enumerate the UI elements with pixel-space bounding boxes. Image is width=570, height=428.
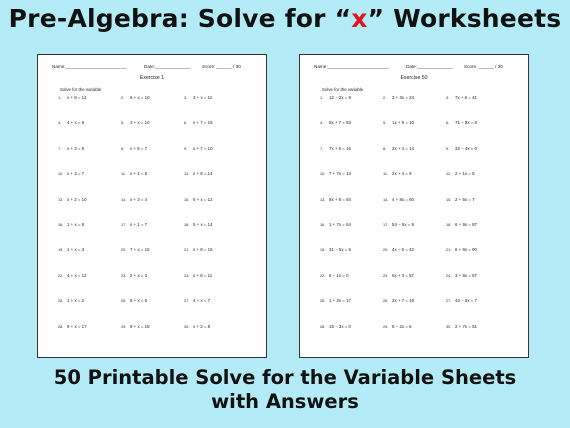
problem-item — [184, 93, 247, 118]
title-prefix: Pre-Algebra: Solve for “ — [8, 4, 352, 33]
problem-item — [121, 118, 184, 143]
problem-number: 8. — [383, 146, 387, 151]
problem-equation: 2 + x = 3 — [130, 272, 148, 278]
problem-item — [446, 245, 509, 270]
problem-item — [121, 271, 184, 296]
problem-item — [184, 144, 247, 169]
problem-item — [383, 169, 446, 194]
problem-equation: x + 2 = 10 — [67, 196, 87, 202]
problem-number: 8. — [121, 146, 125, 151]
problem-equation: x + 1 = 5 — [130, 171, 148, 177]
problem-number: 15. — [446, 197, 452, 202]
problem-item — [446, 271, 509, 296]
problem-equation: 3 + x = 10 — [130, 120, 150, 126]
problem-number: 20. — [383, 248, 389, 253]
problem-equation: 9 + x = 18 — [130, 323, 150, 329]
problem-item — [383, 220, 446, 245]
problem-number: 23. — [121, 273, 127, 278]
problem-equation: x + 2 = 8 — [193, 323, 211, 329]
problem-number: 3. — [184, 96, 188, 100]
problem-number: 1. — [58, 96, 62, 100]
name-field-label: Name:________________________ — [314, 64, 389, 69]
problem-item — [446, 195, 509, 220]
problem-item — [320, 296, 383, 321]
problem-number: 30. — [184, 324, 190, 329]
problem-equation: 8x + 7 = 63 — [329, 120, 351, 126]
problem-number: 3. — [446, 96, 450, 100]
problem-equation: 6 + x = 12 — [193, 196, 213, 202]
problem-item — [320, 271, 383, 296]
problem-grid — [58, 93, 262, 347]
problem-number: 22. — [320, 273, 326, 278]
problem-equation: 6x + 3 = 57 — [392, 272, 414, 278]
problem-equation: x + 1 = 7 — [130, 221, 148, 227]
problem-item — [58, 271, 121, 296]
problem-number: 27. — [184, 299, 190, 304]
problem-number: 4. — [320, 121, 324, 126]
problem-item — [58, 169, 121, 194]
problem-item — [121, 245, 184, 270]
problem-grid — [320, 93, 524, 347]
score-field-label: Score: ______ / 30 — [464, 64, 503, 69]
problem-number: 22. — [58, 273, 64, 278]
problem-number: 10. — [58, 172, 64, 177]
problem-number: 27. — [446, 299, 452, 304]
problem-number: 12. — [446, 172, 452, 177]
problem-number: 17. — [121, 222, 127, 227]
problem-equation: 1x + 9 = 10 — [392, 120, 414, 126]
problem-equation: 9 + x = 17 — [67, 323, 87, 329]
problem-item — [58, 144, 121, 169]
problem-item — [320, 93, 383, 118]
problem-equation: 2x + 7 = 19 — [392, 298, 414, 304]
problem-equation: x + 9 = 14 — [67, 95, 87, 100]
problem-item — [320, 245, 383, 270]
problem-equation: 3 + 8x = 67 — [455, 272, 477, 278]
problem-equation: 6 − 1x = 0 — [329, 272, 349, 278]
problem-number: 18. — [184, 222, 190, 227]
worksheet-header — [314, 64, 522, 72]
problem-number: 2. — [121, 96, 125, 100]
problem-equation: 8 − 2x = 6 — [392, 323, 412, 329]
problem-equation: 7 + x = 15 — [130, 247, 150, 253]
problem-item — [58, 296, 121, 321]
problem-item — [184, 322, 247, 347]
problem-number: 23. — [383, 273, 389, 278]
problem-number: 12. — [184, 172, 190, 177]
problem-number: 19. — [320, 248, 326, 253]
problem-item — [121, 195, 184, 220]
problem-item — [446, 296, 509, 321]
problem-equation: x + 8 = 11 — [193, 272, 213, 278]
problem-equation: 1 + x = 2 — [67, 298, 85, 304]
problem-item — [383, 93, 446, 118]
problem-number: 28. — [320, 324, 326, 329]
title-suffix: ” Worksheets — [367, 4, 562, 33]
problem-equation: 6 + x = 10 — [130, 95, 150, 100]
problem-number: 24. — [446, 273, 452, 278]
problem-number: 10. — [320, 172, 326, 177]
problem-number: 16. — [58, 222, 64, 227]
problem-equation: x + 8 = 15 — [193, 247, 213, 253]
problem-item — [446, 144, 509, 169]
problem-item — [446, 169, 509, 194]
problem-item — [383, 245, 446, 270]
problem-item — [383, 144, 446, 169]
problem-item — [58, 118, 121, 143]
problem-item — [184, 296, 247, 321]
problem-item — [446, 118, 509, 143]
problem-item — [320, 144, 383, 169]
exercise-title: Exercise 1 — [139, 75, 165, 81]
problem-number: 25. — [320, 299, 326, 304]
problem-equation: 4 + x = 7 — [193, 298, 211, 304]
problem-number: 13. — [58, 197, 64, 202]
worksheet-header — [52, 64, 260, 72]
exercise-title: Exercise 50 — [400, 75, 428, 81]
problem-equation: 7 + 7x = 14 — [329, 171, 351, 177]
problem-equation: 5 + x = 14 — [193, 221, 213, 227]
problem-equation: x + 3 = 9 — [67, 145, 85, 151]
problem-number: 11. — [383, 172, 388, 177]
problem-equation: x + 3 = 4 — [130, 196, 148, 202]
problem-item — [383, 271, 446, 296]
problem-number: 7. — [320, 146, 324, 151]
problem-equation: 32 − 4x = 0 — [455, 145, 477, 151]
problem-number: 25. — [58, 299, 64, 304]
problem-equation: 2 + 1x = 5 — [455, 171, 475, 177]
problem-number: 15. — [184, 197, 190, 202]
problem-equation: 6 + 9x = 87 — [455, 221, 477, 227]
problem-item — [121, 93, 184, 118]
problem-equation: 1 + 7x = 64 — [329, 221, 351, 227]
problem-equation: 2 + 5x = 7 — [455, 196, 475, 202]
date-field-label: Date:______________ — [406, 64, 453, 69]
problem-item — [446, 220, 509, 245]
problem-number: 4. — [58, 121, 62, 126]
problem-equation: 43 − 6x = 7 — [455, 298, 477, 304]
problem-equation: 15 − 3x = 0 — [329, 323, 351, 329]
problem-item — [383, 195, 446, 220]
problem-item — [320, 118, 383, 143]
problem-item — [446, 322, 509, 347]
problem-equation: 6 + 9x = 90 — [455, 247, 477, 253]
problem-equation: 31 − 5x = 6 — [329, 247, 351, 253]
problem-equation: 8x + 8 = 64 — [329, 196, 351, 202]
problem-number: 9. — [446, 146, 450, 151]
problem-number: 30. — [446, 324, 452, 329]
problem-number: 18. — [446, 222, 452, 227]
problem-number: 14. — [383, 197, 389, 202]
problem-equation: 4x − 6 = 42 — [392, 247, 414, 253]
problem-item — [121, 296, 184, 321]
problem-number: 7. — [58, 146, 62, 151]
problem-number: 1. — [320, 96, 324, 100]
problem-number: 21. — [446, 248, 452, 253]
problem-item — [184, 245, 247, 270]
problem-equation: 2x + 4 = 14 — [392, 145, 414, 151]
instruction-text: Solve for the variable — [322, 87, 364, 92]
problem-item — [383, 118, 446, 143]
problem-number: 5. — [121, 121, 125, 126]
problem-item — [121, 144, 184, 169]
title-variable: x — [351, 4, 368, 33]
problem-equation: x + 7 = 10 — [193, 145, 213, 151]
problem-item — [121, 322, 184, 347]
problem-equation: 12 − 2x = 8 — [329, 95, 351, 100]
problem-number: 19. — [58, 248, 64, 253]
problem-item — [58, 322, 121, 347]
problem-number: 20. — [121, 248, 127, 253]
date-field-label: Date:______________ — [144, 64, 191, 69]
problem-item — [121, 220, 184, 245]
footer-line-2: with Answers — [211, 390, 359, 413]
problem-equation: 4 + x = 12 — [67, 272, 87, 278]
instruction-text: Solve for the variable — [60, 87, 102, 92]
problem-equation: 2 + 7x = 51 — [455, 323, 477, 329]
problem-equation: 1 + x = 3 — [67, 247, 85, 253]
problem-equation: 5 + x = 6 — [130, 298, 148, 304]
problem-item — [58, 245, 121, 270]
footer-line-1: 50 Printable Solve for the Variable Sheets — [53, 366, 517, 389]
problem-equation: 3 + 3x = 24 — [392, 95, 414, 100]
problem-item — [383, 322, 446, 347]
problem-number: 14. — [121, 197, 127, 202]
problem-number: 21. — [184, 248, 190, 253]
problem-equation: 7x + 6 = 15 — [329, 145, 351, 151]
problem-item — [184, 195, 247, 220]
problem-item — [184, 169, 247, 194]
problem-item — [320, 169, 383, 194]
problem-number: 9. — [184, 146, 188, 151]
footer-caption — [0, 366, 570, 414]
problem-item — [184, 271, 247, 296]
problem-equation: x + 8 = 14 — [193, 171, 213, 177]
problem-item — [184, 220, 247, 245]
problem-number: 5. — [383, 121, 387, 126]
problem-equation: 3 + x = 11 — [193, 95, 213, 100]
problem-equation: 4 + x = 6 — [67, 120, 85, 126]
problem-number: 6. — [184, 121, 188, 126]
problem-item — [320, 195, 383, 220]
problem-equation: 71 − 8x = 8 — [455, 120, 477, 126]
problem-number: 28. — [58, 324, 64, 329]
problem-number: 26. — [121, 299, 127, 304]
problem-equation: x + 3 = 7 — [67, 171, 85, 177]
problem-equation: 1 + x = 8 — [67, 221, 85, 227]
problem-number: 11. — [121, 172, 126, 177]
page-title — [0, 4, 570, 33]
problem-number: 29. — [383, 324, 389, 329]
problem-item — [320, 322, 383, 347]
worksheet-preview-left — [37, 54, 267, 358]
problem-equation: 54 − 5x = 9 — [392, 221, 414, 227]
problem-number: 17. — [383, 222, 389, 227]
problem-item — [320, 220, 383, 245]
problem-number: 6. — [446, 121, 450, 126]
problem-item — [383, 296, 446, 321]
problem-equation: x + 7 = 16 — [193, 120, 213, 126]
problem-item — [58, 93, 121, 118]
problem-number: 13. — [320, 197, 326, 202]
problem-item — [446, 93, 509, 118]
problem-number: 16. — [320, 222, 326, 227]
problem-equation: 7x + 6 = 41 — [455, 95, 477, 100]
problem-item — [58, 220, 121, 245]
problem-item — [58, 195, 121, 220]
problem-equation: 1 + 2x = 17 — [329, 298, 351, 304]
worksheet-preview-right — [299, 54, 529, 358]
problem-number: 26. — [383, 299, 389, 304]
problem-item — [121, 169, 184, 194]
name-field-label: Name:________________________ — [52, 64, 127, 69]
problem-number: 24. — [184, 273, 190, 278]
score-field-label: Score: ______ / 30 — [202, 64, 241, 69]
problem-number: 2. — [383, 96, 387, 100]
problem-equation: 4 + 8x = 60 — [392, 196, 414, 202]
problem-number: 29. — [121, 324, 127, 329]
problem-item — [184, 118, 247, 143]
problem-equation: x + 5 = 7 — [130, 145, 148, 151]
problem-equation: 2x + 4 = 8 — [392, 171, 412, 177]
